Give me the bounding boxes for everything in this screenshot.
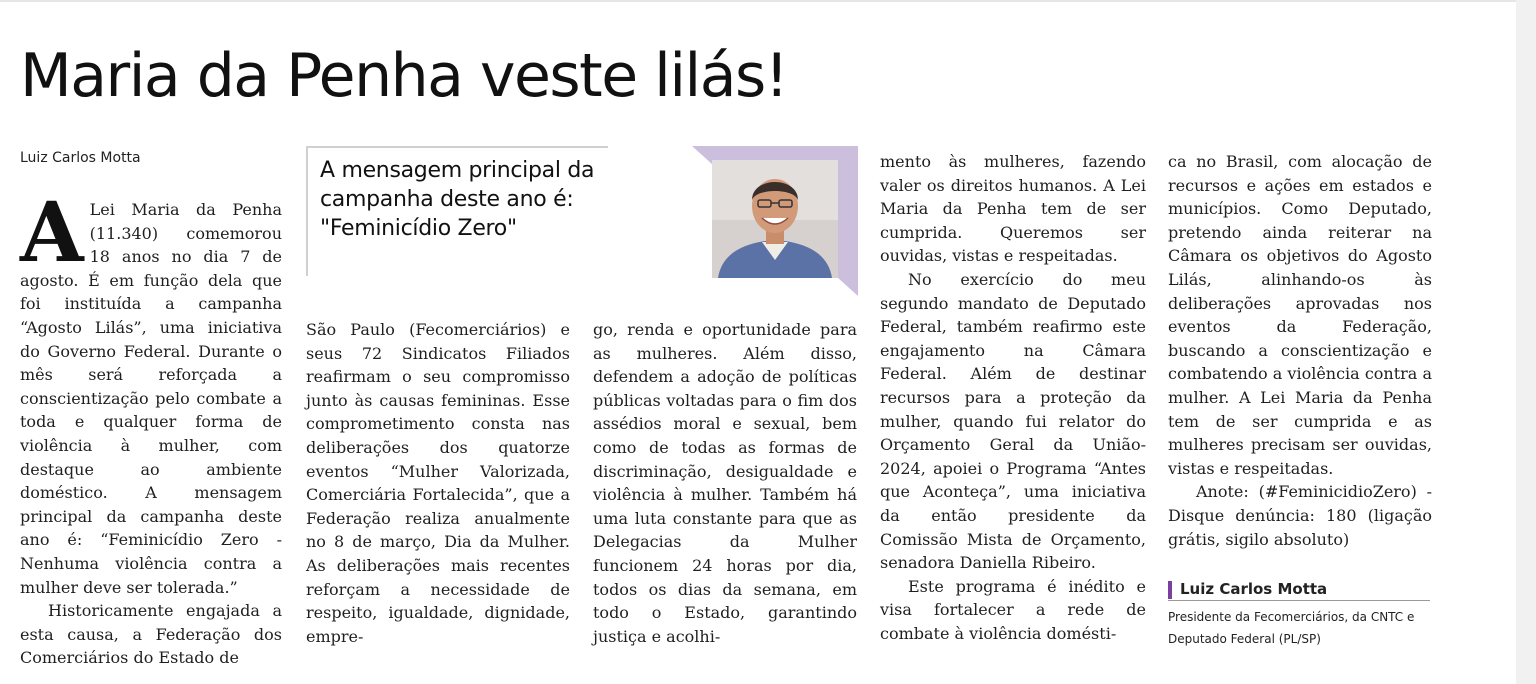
signature-accent-bar (1168, 581, 1172, 599)
signature-divider (1168, 600, 1430, 601)
paragraph: go, renda e oportunidade para as mulheres. Além disso, defendem a adoção de políticas públicas voltadas para o fim dos assédios moral e sexual, bem como de todas as formas de discriminação, desigualdade e violência à mulher. Também há uma luta constante para que as Delegacias da Mulher funcionem 24 horas por dia, todos os dias da semana, em todo o Estado, garantindo justiça e acolhi- (593, 320, 857, 646)
byline: Luiz Carlos Motta (20, 150, 141, 166)
portrait-illustration (712, 160, 838, 278)
paragraph: São Paulo (Fecomerciários) e seus 72 Sindicatos Filiados reafirmam o seu compromisso junto às causas femininas. Esse comprometimento consta nas deliberações dos quatorze eventos “Mulher Valorizada, Comerciária Fortalecida”, que a Federação realiza anualmente no 8 de março, Dia da Mulher. As deliberações mais recentes reforçam a necessidade de respeito, igualdade, dignidade, empre- (306, 320, 570, 646)
paragraph-text: Lei Maria da Penha (11.340) comemorou 18 anos no dia 7 de agosto. É em função dela que foi instituída a campanha “Agosto Lilás”, uma iniciativa do Governo Federal. Durante o mês será reforçada a conscientização pelo combate a toda e qualquer forma de violência à mulher, com destaque ao ambiente doméstico. A mensagem principal da campanha deste ano é: “Feminicídio Zero - Nenhuma violência contra a mulher deve ser tolerada.” (20, 200, 282, 597)
paragraph: mento às mulheres, fazendo valer os direitos humanos. A Lei Maria da Penha tem de ser cumprida. Queremos ser ouvidas, vistas e respeitadas. (880, 152, 1146, 266)
signature-name: Luiz Carlos Motta (1180, 580, 1328, 598)
pull-quote-text: A mensagem principal da campanha deste ano é: "Feminicídio Zero" (320, 158, 595, 241)
article-column-3 (593, 318, 857, 648)
author-photo (712, 160, 838, 278)
signature-role-line: Deputado Federal (PL/SP) (1168, 632, 1321, 646)
article-column-1 (20, 185, 282, 670)
article-column-5 (1168, 150, 1432, 551)
paragraph (20, 185, 282, 599)
page-edge (1516, 0, 1536, 684)
headline: Maria da Penha veste lilás! (20, 41, 788, 111)
paragraph: Historicamente engajada a esta causa, a Federação dos Comerciários do Estado de (20, 601, 282, 668)
paragraph: Anote: (#FeminicidioZero) - Disque denúncia: 180 (ligação grátis, sigilo absoluto) (1168, 482, 1432, 549)
signature-role (1168, 606, 1438, 650)
article-column-2 (306, 318, 570, 648)
pull-quote (306, 146, 608, 276)
top-divider (0, 0, 1536, 2)
drop-cap: A (20, 185, 84, 281)
paragraph: Este programa é inédito e visa fortalecer a rede de combate à violência domésti- (880, 576, 1146, 643)
article-column-4 (880, 150, 1146, 645)
signature-role-line: Presidente da Fecomerciários, da CNTC e (1168, 610, 1415, 624)
paragraph: ca no Brasil, com alocação de recursos e ações em estados e municípios. Como Deputado, pretendo ainda reiterar na Câmara os objetivos do Agosto Lilás, alinhando-os às deliberações aprovadas nos eventos da Federação, buscando a conscientização e combatendo a violência contra a mulher. A Lei Maria da Penha tem de ser cumprida e as mulheres precisam ser ouvidas, vistas e respeitadas. (1168, 152, 1432, 478)
paragraph: No exercício do meu segundo mandato de Deputado Federal, também reafirmo este engajamento na Câmara Federal. Além de destinar recursos para a proteção da mulher, quando fui relator do Orçamento Geral da União-2024, apoiei o Programa “Antes que Aconteça”, uma iniciativa da então presidente da Comissão Mista de Orçamento, senadora Daniella Ribeiro. (880, 269, 1146, 573)
